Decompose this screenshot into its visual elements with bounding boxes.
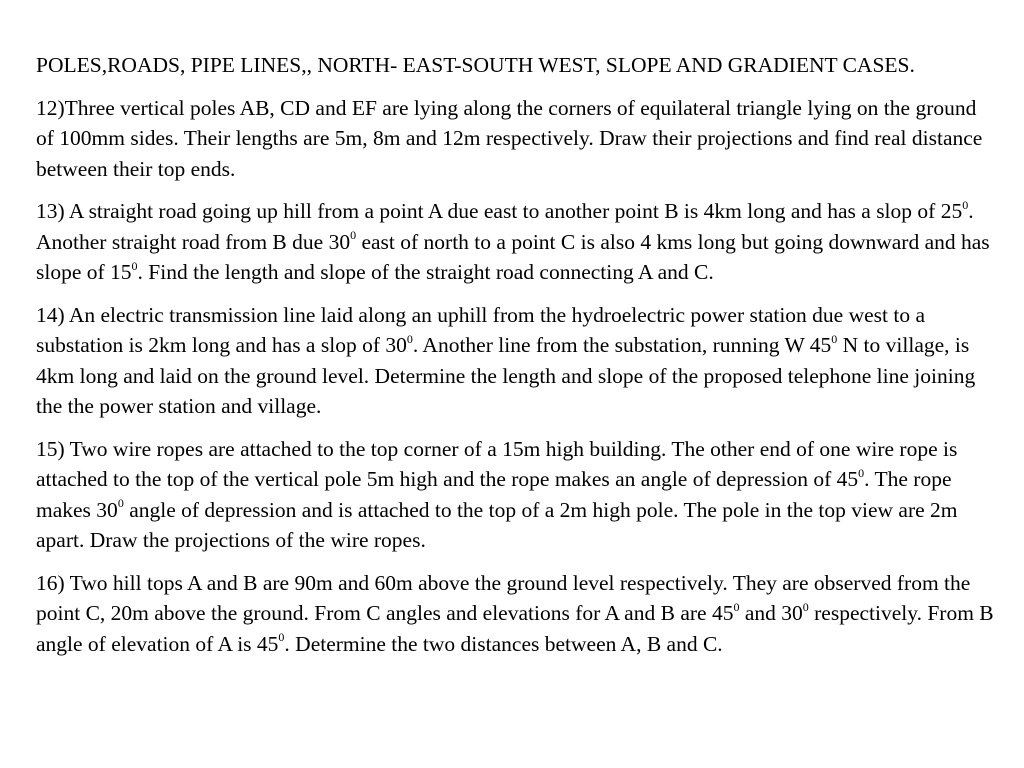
degree-superscript: 0 <box>733 599 740 614</box>
problem-16-text: . Determine the two distances between A, B and C. <box>284 631 723 656</box>
problem-13-text: . Find the length and slope of the straight road connecting A and C. <box>137 260 714 284</box>
degree-superscript: 0 <box>962 197 969 212</box>
degree-superscript: 0 <box>117 496 124 511</box>
problem-13 <box>36 196 994 288</box>
slide-heading: POLES,ROADS, PIPE LINES,, NORTH- EAST-SOUTH WEST, SLOPE AND GRADIENT CASES. <box>36 53 915 77</box>
problem-14-text: N to village, is 4km long and laid on the ground level. Determine the length and slope of the proposed telephone line joining the the power station and village. <box>36 333 976 418</box>
degree-superscript: 0 <box>131 258 138 273</box>
problem-16-text: 16) Two hill tops A and B are 90m and 60m above the ground level respectively. They are observed from the point C, 20m above the ground. From C angles and elevations for A and B are 45 <box>36 570 971 625</box>
problem-16-text: and 30 <box>739 601 803 625</box>
problem-13-text: . Another straight road from B due 30 <box>36 199 974 254</box>
degree-superscript: 0 <box>831 331 838 346</box>
problem-12 <box>36 93 994 185</box>
problem-15-text: . The rope makes 30 <box>36 467 952 522</box>
degree-superscript: 0 <box>406 331 413 346</box>
degree-superscript: 0 <box>278 630 285 645</box>
problem-15-text: angle of depression and is attached to the top of a 2m high pole. The pole in the top view are 2m apart. Draw the projections of the wire ropes. <box>36 497 958 552</box>
problem-13-text: east of north to a point C is also 4 kms long but going downward and has slope of 15 <box>36 229 990 284</box>
problem-15 <box>36 434 994 556</box>
degree-superscript: 0 <box>802 599 809 614</box>
problem-16 <box>36 568 994 660</box>
problem-16-text: respectively. From B angle of elevation of A is 45 <box>36 601 994 656</box>
degree-superscript: 0 <box>350 228 357 243</box>
problem-12-text: 12)Three vertical poles AB, CD and EF are lying along the corners of equilateral triangle lying on the ground of 100mm sides. Their lengths are 5m, 8m and 12m respectively. Draw their projections and find real distance between their top ends. <box>36 95 983 181</box>
problem-13-text: 13) A straight road going up hill from a point A due east to another point B is 4km long and has a slop of 25 <box>36 199 963 223</box>
problem-14-text: . Another line from the substation, running W 45 <box>412 333 832 357</box>
degree-superscript: 0 <box>858 465 865 480</box>
problem-14-text: 14) An electric transmission line laid along an uphill from the hydroelectric power station due west to a substation is 2km long and has a slop of 30 <box>36 302 926 357</box>
problem-15-text: 15) Two wire ropes are attached to the top corner of a 15m high building. The other end of one wire rope is attached to the top of the vertical pole 5m high and the rope makes an angle of depression of 45 <box>36 436 958 491</box>
problem-14 <box>36 300 994 422</box>
